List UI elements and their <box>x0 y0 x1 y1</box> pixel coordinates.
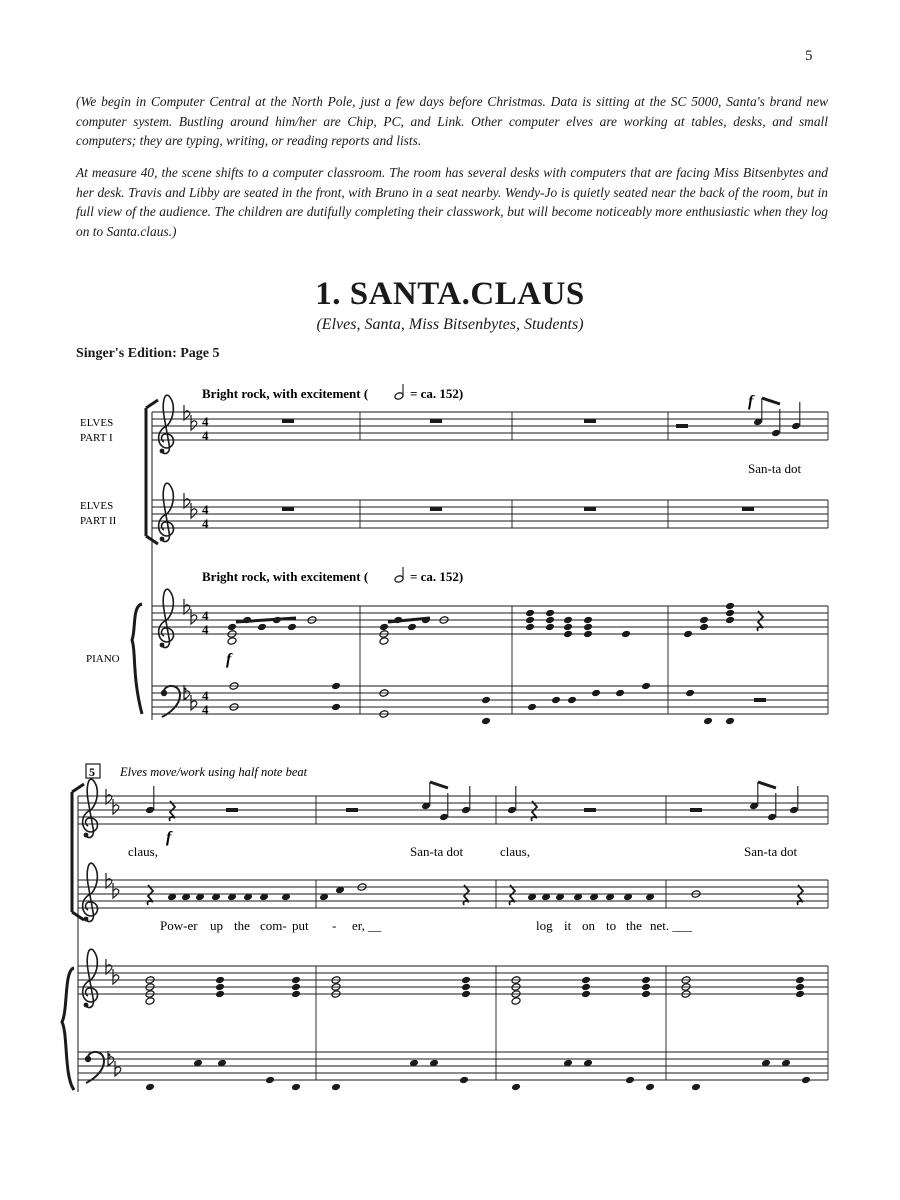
staff-label-part-2: PART II <box>80 515 117 527</box>
measure-number: 5 <box>89 765 95 779</box>
time-signature-bottom: 4 <box>202 428 209 443</box>
lyric-to: to <box>606 918 617 933</box>
melody-notes-sys2 <box>145 782 799 821</box>
system-2 <box>62 764 828 1092</box>
piano-bass-staff <box>152 686 828 714</box>
staff-label-part-1: PART I <box>80 432 113 444</box>
piano-brace <box>132 604 142 714</box>
time-signature-bottom-2: 4 <box>202 516 209 531</box>
stage-direction-scene-shift: At measure 40, the scene shifts to a computer classroom. The room has several desks with computers that are facing Miss Bitsenbytes and her desk. Travis and Libby are seated in the front, with Bruno in a seat nearby. Wendy-Jo is quietly seated near the back of the room, but in full view of the audience. The children are dutifully completing their classwork, but will become noticeably more enthusiastic when they log on to Santa.claus.) <box>76 165 828 239</box>
staff-elves-part-1-sys2 <box>78 796 828 824</box>
lyric-log: log <box>536 918 553 933</box>
dynamic-forte-part2: f <box>166 829 172 846</box>
lyric-hyphen: - <box>332 918 337 933</box>
tempo-marking-piano: Bright rock, with excitement ( <box>202 569 369 584</box>
lyric-the: the <box>234 918 250 933</box>
piano-time-signature-bottom: 4 <box>202 622 209 637</box>
piano-bass-staff-sys2 <box>78 1052 828 1080</box>
system-1 <box>80 384 828 725</box>
piano-rh-notes <box>227 602 763 646</box>
lyric-santa-dot: San-ta dot <box>748 461 802 476</box>
dynamic-forte-voices: f <box>748 393 754 410</box>
lyric-com: com- <box>260 918 287 933</box>
melody-notes-m4 <box>753 398 801 437</box>
dynamic-forte-piano: f <box>226 651 232 668</box>
piano-treble-staff-sys2 <box>78 966 828 1080</box>
lyric-santa-dot-2: San-ta dot <box>744 844 798 859</box>
stage-direction-intro: (We begin in Computer Central at the North Pole, just a few days before Christmas. Data is sitting at the SC 5000, Santa's brand new computer system. Bustling around him/her are Chip, PC, and Link. Other computer elves are working at tables, desks, and small computers; they are typing, writing, or reading reports and lists. <box>76 94 828 148</box>
staff-elves-part-1 <box>152 412 828 440</box>
staff-elves-part-2-sys2 <box>78 880 828 908</box>
song-title: 1. SANTA.CLAUS <box>315 276 585 312</box>
lyric-er: er, __ <box>352 918 382 933</box>
lyric-up: up <box>210 918 223 933</box>
bass-time-signature-top: 4 <box>202 688 209 703</box>
half-note-tempo-icon <box>394 384 404 400</box>
lyric-power: Pow-er <box>160 918 198 933</box>
tempo-value-piano: = ca. 152) <box>410 569 464 584</box>
staff-elves-part-2 <box>152 500 828 528</box>
piano-lh-notes <box>229 682 766 726</box>
piano-lh-notes-sys2 <box>145 1059 811 1092</box>
stage-direction-elves: Elves move/work using half note beat <box>120 765 308 779</box>
lyric-net: net. ___ <box>650 918 692 933</box>
staff-label-elves-2: ELVES <box>80 500 114 512</box>
lyric-the-2: the <box>626 918 642 933</box>
staff-label-piano: PIANO <box>86 653 120 665</box>
lyric-claus-1: claus, <box>128 844 158 859</box>
page-number: 5 <box>805 48 813 64</box>
staff-label-elves-1: ELVES <box>80 417 114 429</box>
lyric-santa-dot-1: San-ta dot <box>410 844 464 859</box>
singers-edition-reference: Singer's Edition: Page 5 <box>76 346 220 361</box>
half-note-tempo-icon-piano <box>394 567 404 583</box>
tempo-value-voices: = ca. 152) <box>410 386 464 401</box>
lyric-on: on <box>582 918 595 933</box>
lyric-claus-2: claus, <box>500 844 530 859</box>
piano-brace-2 <box>62 968 74 1090</box>
lyric-it: it <box>564 918 572 933</box>
time-signature-top-2: 4 <box>202 502 209 517</box>
tempo-marking-voices: Bright rock, with excitement ( <box>202 386 369 401</box>
piano-time-signature-top: 4 <box>202 608 209 623</box>
bass-time-signature-bottom: 4 <box>202 702 209 717</box>
lyric-put: put <box>292 918 309 933</box>
song-characters: (Elves, Santa, Miss Bitsenbytes, Students) <box>316 316 584 333</box>
time-signature-top: 4 <box>202 414 209 429</box>
